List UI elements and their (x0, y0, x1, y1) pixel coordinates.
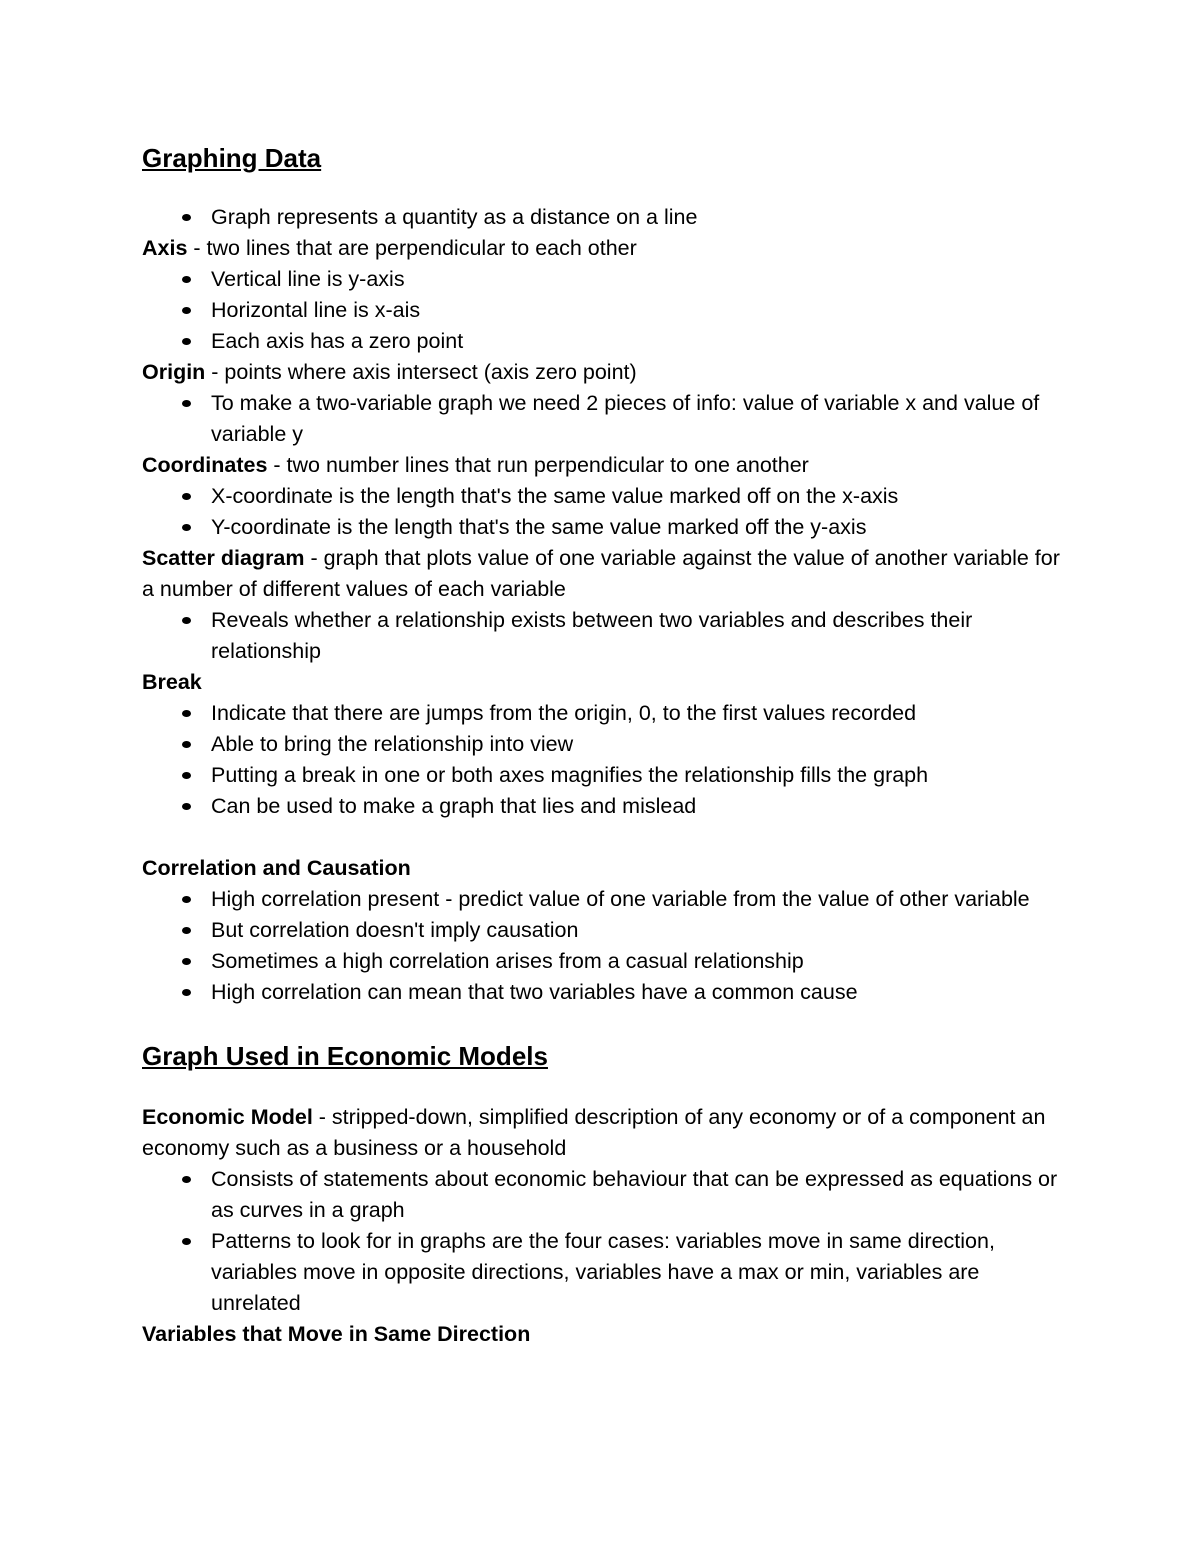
definition-scatter-diagram: Scatter diagram - graph that plots value of one variable against the value of another variable for a number of different values of each variable (142, 546, 1060, 601)
term-break: Break (142, 670, 202, 694)
definition-coordinates: Coordinates - two number lines that run perpendicular to one another (142, 453, 809, 477)
bullet-icon (182, 1238, 191, 1245)
bullet-icon (182, 617, 191, 624)
bullet-item: Putting a break in one or both axes magnifies the relationship fills the graph (142, 760, 1062, 791)
bullet-icon (182, 741, 191, 748)
term-economic-model: Economic Model (142, 1105, 313, 1129)
bullet-item: Each axis has a zero point (142, 326, 1062, 357)
bullet-item: X-coordinate is the length that's the same value marked off on the x-axis (142, 481, 1062, 512)
term-correlation-causation: Correlation and Causation (142, 856, 411, 880)
bullet-item: Able to bring the relationship into view (142, 729, 1062, 760)
section-title-economic-models: Graph Used in Economic Models (142, 1041, 548, 1071)
definition-break (142, 667, 1062, 698)
bullet-icon (182, 772, 191, 779)
bullet-item: But correlation doesn't imply causation (142, 915, 1062, 946)
bullet-item: Patterns to look for in graphs are the four cases: variables move in same direction, variables move in opposite directions, variables have a max or min, variables are unrelated (142, 1226, 1062, 1319)
term-scatter-diagram: Scatter diagram (142, 546, 305, 570)
bullet-icon (182, 214, 191, 221)
term-coordinates: Coordinates (142, 453, 268, 477)
bullet-icon (182, 307, 191, 314)
bullet-item: Can be used to make a graph that lies and mislead (142, 791, 1062, 822)
bullet-icon (182, 803, 191, 810)
term-origin: Origin (142, 360, 206, 384)
bullet-icon (182, 276, 191, 283)
definition-same-direction (142, 1319, 1062, 1350)
bullet-icon (182, 493, 191, 500)
bullet-icon (182, 1176, 191, 1183)
bullet-icon (182, 896, 191, 903)
definition-origin: Origin - points where axis intersect (axis zero point) (142, 360, 637, 384)
bullet-item: High correlation present - predict value of one variable from the value of other variable (142, 884, 1062, 915)
term-same-direction: Variables that Move in Same Direction (142, 1322, 531, 1346)
bullet-icon (182, 989, 191, 996)
document-page (142, 138, 1062, 1350)
bullet-item: Y-coordinate is the length that's the same value marked off the y-axis (142, 512, 1062, 543)
bullet-icon (182, 338, 191, 345)
spacer (142, 1008, 1062, 1036)
bullet-icon (182, 524, 191, 531)
bullet-item: Horizontal line is x-ais (142, 295, 1062, 326)
bullet-item: Consists of statements about economic behaviour that can be expressed as equations or as curves in a graph (142, 1164, 1062, 1226)
definition-economic-model: Economic Model - stripped-down, simplified description of any economy or of a component an economy such as a business or a household (142, 1105, 1046, 1160)
definition-axis: Axis - two lines that are perpendicular to each other (142, 236, 637, 260)
term-axis: Axis (142, 236, 188, 260)
section-title-graphing-data: Graphing Data (142, 143, 322, 173)
bullet-icon (182, 710, 191, 717)
bullet-item: Reveals whether a relationship exists between two variables and describes their relationship (142, 605, 1062, 667)
bullet-icon (182, 958, 191, 965)
bullet-item: Graph represents a quantity as a distance on a line (142, 202, 1062, 233)
spacer (142, 178, 1062, 202)
bullet-item: Vertical line is y-axis (142, 264, 1062, 295)
bullet-icon (182, 927, 191, 934)
bullet-icon (182, 400, 191, 407)
spacer (142, 1076, 1062, 1102)
bullet-item: To make a two-variable graph we need 2 pieces of info: value of variable x and value of variable y (142, 388, 1062, 450)
bullet-item: Sometimes a high correlation arises from a casual relationship (142, 946, 1062, 977)
spacer (142, 822, 1062, 853)
definition-correlation (142, 853, 1062, 884)
bullet-item: High correlation can mean that two variables have a common cause (142, 977, 1062, 1008)
bullet-item: Indicate that there are jumps from the origin, 0, to the first values recorded (142, 698, 1062, 729)
